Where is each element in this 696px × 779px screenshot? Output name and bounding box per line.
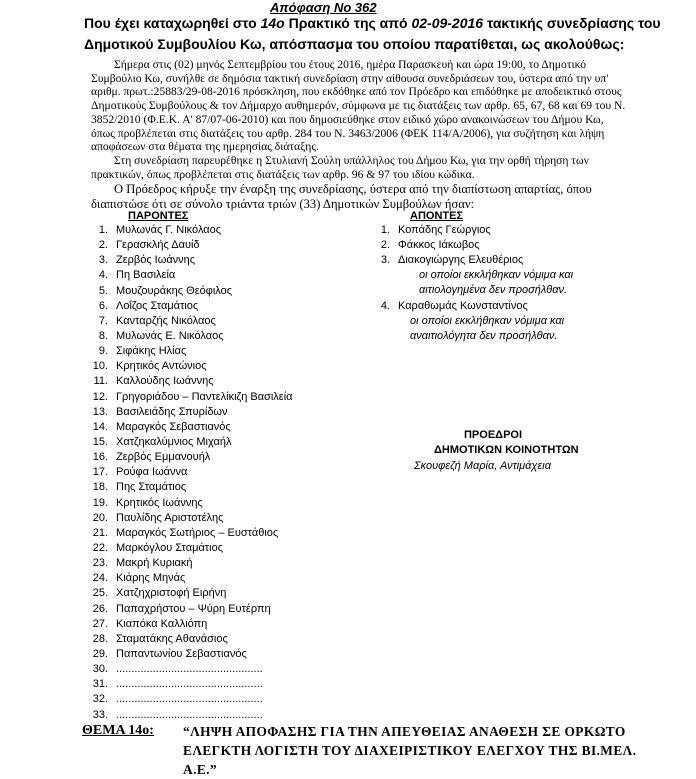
absent-item: 3. Διακογιώργης Ελευθέριος: [380, 254, 524, 267]
topic-text: “ΛΗΨΗ ΑΠΟΦΑΣΗΣ ΓΙΑ ΤΗΝ ΑΠΕΥΘΕΙΑΣ ΑΝΑΘΕΣΗ ΣΕ ΟΡΚΩΤΟ ΕΛΕΓΚΤΗ ΛΟΓΙΣΤΗ ΤΟΥ ΔΙΑΧΕΙΡΙΣΤΙΚΟΥ ΕΛΕΓΧΟΥ ΤΗΣ ΒΙ.ΜΕΛ. Α.Ε.”: [183, 724, 637, 777]
present-item: [80, 526, 293, 541]
present-item: [80, 496, 293, 511]
present-item: [80, 435, 293, 450]
present-item-name: Μαραγκός Σεβαστιανός: [116, 420, 231, 433]
present-item-number: 18.: [92, 481, 108, 494]
present-item: [80, 450, 293, 465]
present-item-number: 5.: [98, 284, 108, 297]
absent-item: 4. Καραθωμάς Κωνσταντίνος: [380, 300, 528, 312]
present-item: [80, 586, 293, 601]
present-item: [80, 344, 293, 359]
present-item-name: Μυλωνάς Ε. Νικόλαος: [116, 329, 224, 342]
present-item-number: 19.: [92, 496, 108, 509]
absent-item: 1. Κοπάδης Γεώργιος: [380, 224, 491, 236]
present-item: [80, 314, 293, 329]
headline-line-1: [84, 15, 661, 31]
topic-label: ΘΕΜΑ 14ο:: [82, 723, 154, 738]
chairs-subheading: ΔΗΜΟΤΙΚΩΝ ΚΟΙΝΟΤΗΤΩΝ: [434, 444, 579, 456]
present-item-number: 3.: [98, 254, 108, 267]
intro-line: Σήμερα στις (02) μηνός Σεπτεμβρίου του έτους 2016, ημέρα Παρασκευή και ώρα 19:00, το Δημοτικό: [114, 58, 586, 71]
present-item-number: 24.: [92, 572, 108, 585]
present-item-name: Παπαχρήστου – Ψύρη Ευτέρπη: [116, 602, 271, 615]
present-item-name: Ρούφα Ιωάννα: [116, 466, 188, 479]
present-item: [80, 480, 293, 495]
present-item-name: ................................................: [116, 708, 263, 721]
present-item-number: 2.: [98, 239, 108, 252]
present-item-name: Κρητικός Ιωάννης: [116, 496, 203, 509]
present-item: [80, 571, 293, 586]
present-item: [80, 329, 293, 344]
present-item: [80, 268, 293, 283]
intro-paragraph: [91, 58, 625, 181]
present-item-number: 30.: [92, 663, 108, 676]
present-item-name: Κρητικός Αντώνιος: [116, 360, 207, 373]
present-item-name: ................................................: [116, 663, 263, 676]
headline-part-2: Πρακτικό της από: [284, 15, 412, 31]
present-item-number: 7.: [98, 314, 108, 327]
present-item-name: ................................................: [116, 678, 263, 691]
present-item: [80, 647, 293, 662]
present-item: [80, 238, 293, 253]
present-item-name: Σιφάκης Ηλίας: [116, 345, 187, 358]
quorum-line: διαπιστώσε ότι σε σύνολο τριάντα τριών (33) Δημοτικών Συμβούλων ήσαν:: [91, 197, 475, 211]
present-item-name: Ζερβός Εμμανουήλ: [116, 451, 211, 464]
present-item-name: Μαραγκός Σωτήριος – Ευστάθιος: [116, 526, 279, 539]
present-item: [80, 465, 293, 480]
present-item-number: 1.: [98, 224, 108, 236]
present-item: [80, 511, 293, 526]
present-item-name: Καλλούδης Ιωάννης: [116, 375, 214, 388]
present-item-name: Μακρή Κυριακή: [116, 557, 193, 570]
present-item: [80, 632, 293, 647]
present-item-name: Μαρκόγλου Σταμάτιος: [116, 541, 224, 554]
present-item: [80, 556, 293, 571]
present-item-name: Μουζουράκης Θεόφιλος: [116, 284, 233, 297]
absent-item: 2. Φάκκος Ιάκωβος: [380, 239, 480, 252]
headline-minute: 14ο: [260, 15, 285, 31]
present-item-name: Κιάρης Μηνάς: [116, 572, 186, 585]
present-item-number: 12.: [92, 390, 108, 403]
present-item-name: Χατζηκαλύμνιος Μιχαήλ: [116, 435, 232, 448]
present-item: [80, 284, 293, 299]
present-item-number: 31.: [92, 678, 108, 691]
present-item-number: 13.: [92, 405, 108, 418]
presence-line: Στη συνεδρίαση παρευρέθηκε η Στυλιανή Σούλη υπάλληλος του Δήμου Κω, για την ορθή τήρηση των: [114, 153, 589, 167]
present-item-number: 22.: [92, 541, 108, 554]
present-item-number: 21.: [92, 526, 108, 539]
present-item: [80, 374, 293, 389]
intro-line: αριθμ. πρωτ.:25883/29-08-2016 πρόσκληση, που εκδόθηκε από τον Πρόεδρο και επιδόθηκε με αποδεικτικό στους: [91, 85, 622, 99]
absent-note-1: οι οποίοι εκκλήθηκαν νόμιμα και αιτιολογημένα δεν προσήλθαν.: [419, 269, 574, 296]
present-list: [80, 223, 293, 723]
present-item-name: Πης Σταμάτιος: [116, 481, 187, 494]
present-item-name: Χατζηχριστοφή Ειρήνη: [116, 587, 227, 600]
chairs-heading: ΠΡΟΕΔΡΟΙ: [463, 429, 523, 441]
present-item-number: 26.: [92, 602, 108, 615]
present-item: [80, 708, 293, 723]
absent-note-2: οι οποίοι εκκλήθηκαν νόμιμα και αναιτιολόγητα δεν προσήλθαν.: [410, 315, 565, 342]
headline-part-1: Που έχει καταχωρηθεί στο: [84, 15, 261, 31]
intro-line: 3852/2010 (Φ.Ε.Κ. Α' 87/07-06-2010) και που δημοσιεύθηκε στον ειδικό χώρο ανακοινώσεων του Δήμου Κω,: [91, 112, 604, 126]
present-item: [80, 299, 293, 314]
present-item-name: Παπαντωνίου Σεβαστιανός: [116, 647, 247, 660]
present-item-number: 8.: [98, 329, 108, 342]
present-item-number: 9.: [98, 345, 108, 358]
quorum-line: Ο Πρόεδρος κήρυξε την έναρξη της συνεδρίασης, ύστερα από την διαπίστωση απαρτίας, όπου: [114, 182, 592, 196]
present-item-name: ................................................: [116, 693, 263, 706]
present-item-number: 17.: [92, 466, 108, 479]
absent-heading: ΑΠΟΝΤΕΣ: [410, 210, 464, 222]
present-item-name: Βασιλειάδης Σπυρίδων: [116, 405, 228, 418]
present-item-name: Μυλωνάς Γ. Νικόλαος: [116, 224, 222, 236]
intro-line: Δημοτικούς Συμβούλους & τον Δήμαρχο αυθημερόν, σύμφωνα με τις διατάξεις των αρθρ. 65, 67, 68 και 69 του Ν.: [91, 99, 626, 113]
present-item: [80, 253, 293, 268]
present-item: [80, 602, 293, 617]
intro-line: Συμβούλιο Κω, συνήλθε σε δημόσια τακτική συνεδρίαση στην αίθουσα συνεδριάσεων του, ύστερα από την υπ': [91, 71, 609, 85]
absent-list: [362, 223, 523, 268]
present-item-number: 6.: [98, 299, 108, 312]
present-heading: ΠΑΡΟΝΤΕΣ: [128, 210, 189, 222]
present-item: [80, 677, 293, 692]
present-item: [80, 420, 293, 435]
present-item-name: Λοΐζος Σταμάτιος: [116, 299, 199, 312]
present-item-name: Κιαπόκα Καλλιόπη: [116, 617, 208, 630]
present-item-number: 10.: [92, 360, 108, 373]
present-item: [80, 541, 293, 556]
present-item-number: 20.: [92, 511, 108, 524]
present-item-name: Σταματάκης Αθανάσιος: [116, 632, 228, 645]
present-item: [80, 405, 293, 420]
present-item-name: Γερασκλής Δαυίδ: [116, 239, 200, 252]
present-item-number: 11.: [93, 375, 108, 388]
present-item-number: 27.: [92, 617, 108, 630]
present-item-name: Κανταρζής Νικόλαος: [116, 314, 216, 327]
present-item-name: Πη Βασιλεία: [116, 269, 176, 282]
present-item-number: 33.: [92, 708, 108, 721]
intro-line: όπως προβλέπεται στις διατάξεις του αρθρ. 284 του Ν. 3463/2006 (ΦΕΚ 114/Α/2006), για συζήτηση και λήψη: [91, 126, 605, 140]
present-item: [80, 692, 293, 707]
quorum-paragraph: [91, 182, 592, 212]
present-item-number: 15.: [92, 435, 108, 448]
present-item-number: 4.: [98, 269, 108, 282]
present-item-name: Γρηγοριάδου – Παντελίκιζη Βασιλεία: [116, 390, 293, 403]
headline-part-3: τακτικής συνεδρίασης του: [483, 15, 661, 31]
headline-line-2: Δημοτικού Συμβουλίου Κω, απόσπασμα του οποίου παρατίθεται, ως ακολούθως:: [84, 36, 625, 52]
present-item-number: 32.: [92, 693, 108, 706]
present-item-name: Ζερβός Ιωάννης: [116, 254, 196, 267]
present-item: [80, 359, 293, 374]
present-item-number: 16.: [92, 451, 108, 464]
decision-title: Απόφαση Νο 362: [270, 0, 377, 15]
intro-line: αποφάσεων στα θέματα της ημερησίας διάταξης.: [91, 140, 319, 154]
present-item: [80, 662, 293, 677]
present-item: [80, 223, 293, 238]
headline-date: 02-09-2016: [411, 15, 484, 31]
chair-entry: Σκουφεζή Μαρία, Αντιμάχεια: [414, 460, 551, 472]
present-item: [80, 390, 293, 405]
present-item-number: 25.: [92, 587, 108, 600]
present-item-number: 14.: [92, 420, 108, 433]
present-item-number: 23.: [92, 557, 108, 570]
present-item-number: 29.: [92, 647, 108, 660]
presence-line: πρακτικών, όπως προβλέπεται στις διατάξεις των αρθρ. 96 & 97 του ιδίου κώδικα.: [91, 167, 475, 181]
present-item: [80, 617, 293, 632]
present-item-number: 28.: [92, 632, 108, 645]
present-item-name: Παυλίδης Αριστοτέλης: [116, 511, 224, 524]
